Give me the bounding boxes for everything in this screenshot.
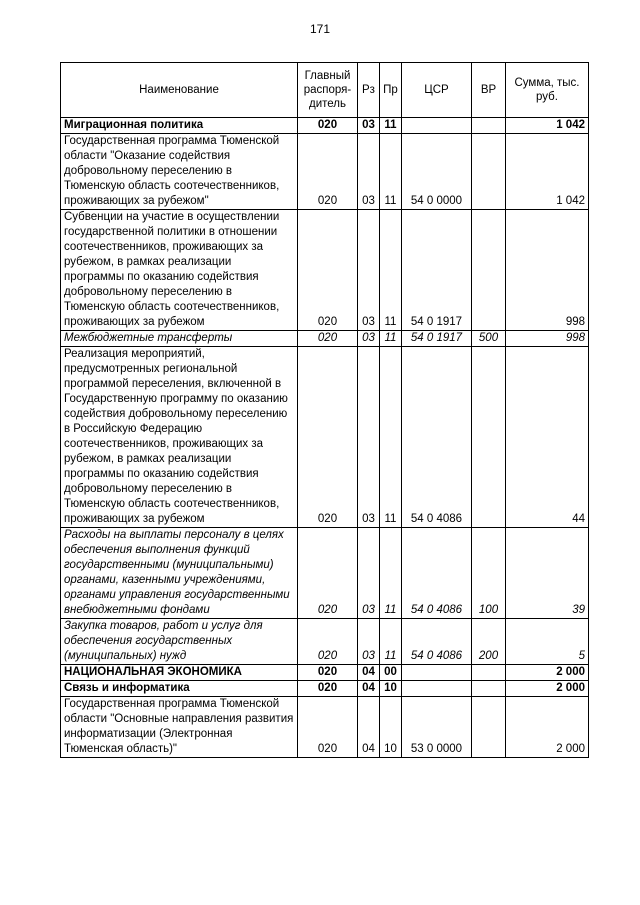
row-rz: 03 <box>358 118 380 134</box>
row-name: Субвенции на участие в осуществлении государственной политики в отношении соотечественников, проживающих за рубежом, в рамках реализации программы по оказанию содействия добровольному переселению в Тюменскую область соотечественников, проживающих за рубежом <box>61 210 298 331</box>
row-rz: 03 <box>358 134 380 210</box>
header-vr: ВР <box>472 63 506 118</box>
row-rz: 03 <box>358 619 380 665</box>
row-rz: 03 <box>358 210 380 331</box>
row-vr <box>472 697 506 758</box>
row-name: Расходы на выплаты персоналу в целях обеспечения выполнения функций государственными (муниципальными) органами, казенными учреждениями, органами управления государственными внебюджетными фондами <box>61 528 298 619</box>
row-sum: 1 042 <box>506 118 589 134</box>
row-pr: 11 <box>380 134 402 210</box>
row-vr <box>472 681 506 697</box>
row-name: НАЦИОНАЛЬНАЯ ЭКОНОМИКА <box>61 665 298 681</box>
row-sum: 1 042 <box>506 134 589 210</box>
row-csr: 54 0 1917 <box>402 210 472 331</box>
page-number: 171 <box>309 22 331 36</box>
row-rz: 04 <box>358 697 380 758</box>
row-chief: 020 <box>298 134 358 210</box>
table-row <box>61 697 589 758</box>
table-row <box>61 210 589 331</box>
row-rz: 03 <box>358 331 380 347</box>
row-sum: 39 <box>506 528 589 619</box>
row-pr: 11 <box>380 347 402 528</box>
row-sum: 998 <box>506 331 589 347</box>
row-sum: 2 000 <box>506 681 589 697</box>
row-chief: 020 <box>298 347 358 528</box>
row-name: Связь и информатика <box>61 681 298 697</box>
row-chief: 020 <box>298 665 358 681</box>
row-rz: 03 <box>358 528 380 619</box>
row-vr <box>472 210 506 331</box>
row-sum: 44 <box>506 347 589 528</box>
table-row <box>61 331 589 347</box>
row-csr <box>402 118 472 134</box>
table-row <box>61 134 589 210</box>
header-csr: ЦСР <box>402 63 472 118</box>
row-name: Закупка товаров, работ и услуг для обеспечения государственных (муниципальных) нужд <box>61 619 298 665</box>
row-vr <box>472 665 506 681</box>
row-chief: 020 <box>298 118 358 134</box>
table-row <box>61 681 589 697</box>
header-rz: Рз <box>358 63 380 118</box>
row-sum: 2 000 <box>506 665 589 681</box>
row-chief: 020 <box>298 528 358 619</box>
table-row <box>61 528 589 619</box>
row-name: Миграционная политика <box>61 118 298 134</box>
row-vr: 100 <box>472 528 506 619</box>
row-vr: 500 <box>472 331 506 347</box>
row-pr: 11 <box>380 210 402 331</box>
row-chief: 020 <box>298 619 358 665</box>
row-pr: 10 <box>380 697 402 758</box>
row-name: Государственная программа Тюменской области "Основные направления развития информатизации (Электронная Тюменская область)" <box>61 697 298 758</box>
row-rz: 03 <box>358 347 380 528</box>
row-csr <box>402 665 472 681</box>
row-name: Межбюджетные трансферты <box>61 331 298 347</box>
row-vr <box>472 134 506 210</box>
row-rz: 04 <box>358 681 380 697</box>
row-pr: 11 <box>380 118 402 134</box>
header-pr: Пр <box>380 63 402 118</box>
row-pr: 10 <box>380 681 402 697</box>
row-pr: 11 <box>380 528 402 619</box>
row-chief: 020 <box>298 210 358 331</box>
row-sum: 5 <box>506 619 589 665</box>
row-vr <box>472 347 506 528</box>
row-rz: 04 <box>358 665 380 681</box>
row-csr: 54 0 0000 <box>402 134 472 210</box>
table-row <box>61 665 589 681</box>
header-sum: Сумма, тыс. руб. <box>506 63 589 118</box>
row-csr: 54 0 4086 <box>402 528 472 619</box>
row-csr <box>402 681 472 697</box>
row-pr: 00 <box>380 665 402 681</box>
header-chief: Главный распоря-дитель <box>298 63 358 118</box>
table-row <box>61 118 589 134</box>
row-name: Реализация мероприятий, предусмотренных региональной программой переселения, включенной в Государственную программу по оказанию содействия добровольному переселению в Российскую Федерацию соотечественников, проживающих за рубежом, в рамках реализации программы по оказанию содействия добровольному переселению в Тюменскую область соотечественников, проживающих за рубежом <box>61 347 298 528</box>
row-vr <box>472 118 506 134</box>
row-chief: 020 <box>298 681 358 697</box>
row-vr: 200 <box>472 619 506 665</box>
row-chief: 020 <box>298 697 358 758</box>
row-pr: 11 <box>380 331 402 347</box>
row-name: Государственная программа Тюменской области "Оказание содействия добровольному переселению в Тюменскую область соотечественников, проживающих за рубежом" <box>61 134 298 210</box>
budget-table <box>60 62 589 758</box>
row-pr: 11 <box>380 619 402 665</box>
row-csr: 54 0 4086 <box>402 619 472 665</box>
table-row <box>61 347 589 528</box>
row-sum: 2 000 <box>506 697 589 758</box>
table-row <box>61 619 589 665</box>
row-sum: 998 <box>506 210 589 331</box>
row-csr: 54 0 4086 <box>402 347 472 528</box>
row-chief: 020 <box>298 331 358 347</box>
row-csr: 53 0 0000 <box>402 697 472 758</box>
header-name: Наименование <box>61 63 298 118</box>
row-csr: 54 0 1917 <box>402 331 472 347</box>
table-header-row <box>61 63 589 118</box>
